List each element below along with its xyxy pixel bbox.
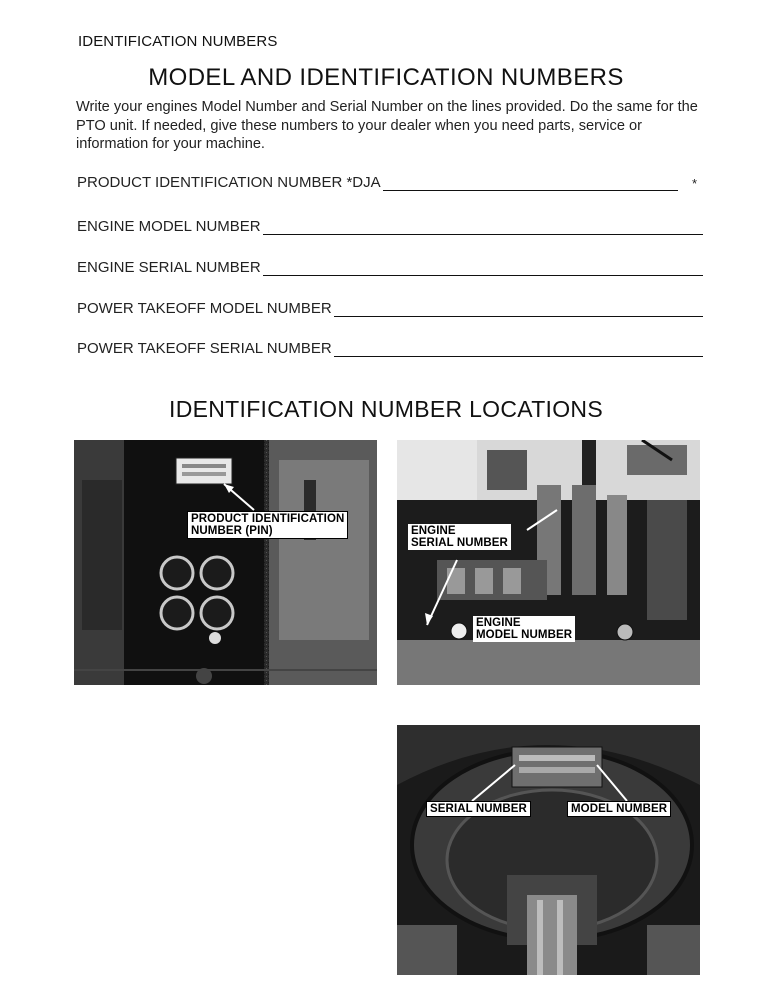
pin-callout-line2: NUMBER (PIN) [191, 525, 273, 537]
pto-serial-field [77, 340, 703, 357]
pto-location-photo [397, 725, 700, 975]
pto-model-callout: MODEL NUMBER [567, 801, 671, 817]
engine-serial-write-line [263, 261, 703, 276]
engine-serial-field [77, 259, 703, 276]
locations-title: IDENTIFICATION NUMBER LOCATIONS [169, 396, 603, 422]
engine-model-callout-line2: MODEL NUMBER [476, 629, 573, 641]
pto-serial-label: POWER TAKEOFF SERIAL NUMBER [77, 340, 332, 357]
pin-field-label: PRODUCT IDENTIFICATION NUMBER *DJA [77, 174, 381, 191]
engine-location-photo [397, 440, 700, 685]
engine-model-callout-line1: ENGINE [476, 617, 521, 629]
engine-serial-callout [408, 524, 511, 550]
pto-model-label: POWER TAKEOFF MODEL NUMBER [77, 300, 332, 317]
engine-model-write-line [263, 220, 703, 235]
pin-location-photo [74, 440, 377, 685]
engine-model-callout [473, 616, 575, 642]
engine-model-field [77, 218, 703, 235]
pin-callout-line1: PRODUCT IDENTIFICATION [191, 513, 345, 525]
pto-serial-write-line [334, 342, 703, 357]
engine-model-label: ENGINE MODEL NUMBER [77, 218, 261, 235]
intro-paragraph: Write your engines Model Number and Serial Number on the lines provided. Do the same for the PTO unit. If needed, give these numbers to your dealer when you need parts, service or information for your machine. [76, 99, 698, 152]
pto-serial-callout: SERIAL NUMBER [426, 801, 531, 817]
pin-callout [187, 511, 348, 539]
pin-write-line [383, 176, 678, 191]
engine-serial-label: ENGINE SERIAL NUMBER [77, 259, 261, 276]
pin-field-suffix: * [691, 176, 697, 191]
engine-serial-callout-line1: ENGINE [411, 525, 456, 537]
engine-serial-callout-line2: SERIAL NUMBER [411, 537, 508, 549]
page-header: IDENTIFICATION NUMBERS [78, 33, 278, 50]
pto-model-write-line [334, 302, 703, 317]
page-title: MODEL AND IDENTIFICATION NUMBERS [148, 64, 624, 91]
pin-field [77, 174, 703, 191]
pto-model-field [77, 300, 703, 317]
